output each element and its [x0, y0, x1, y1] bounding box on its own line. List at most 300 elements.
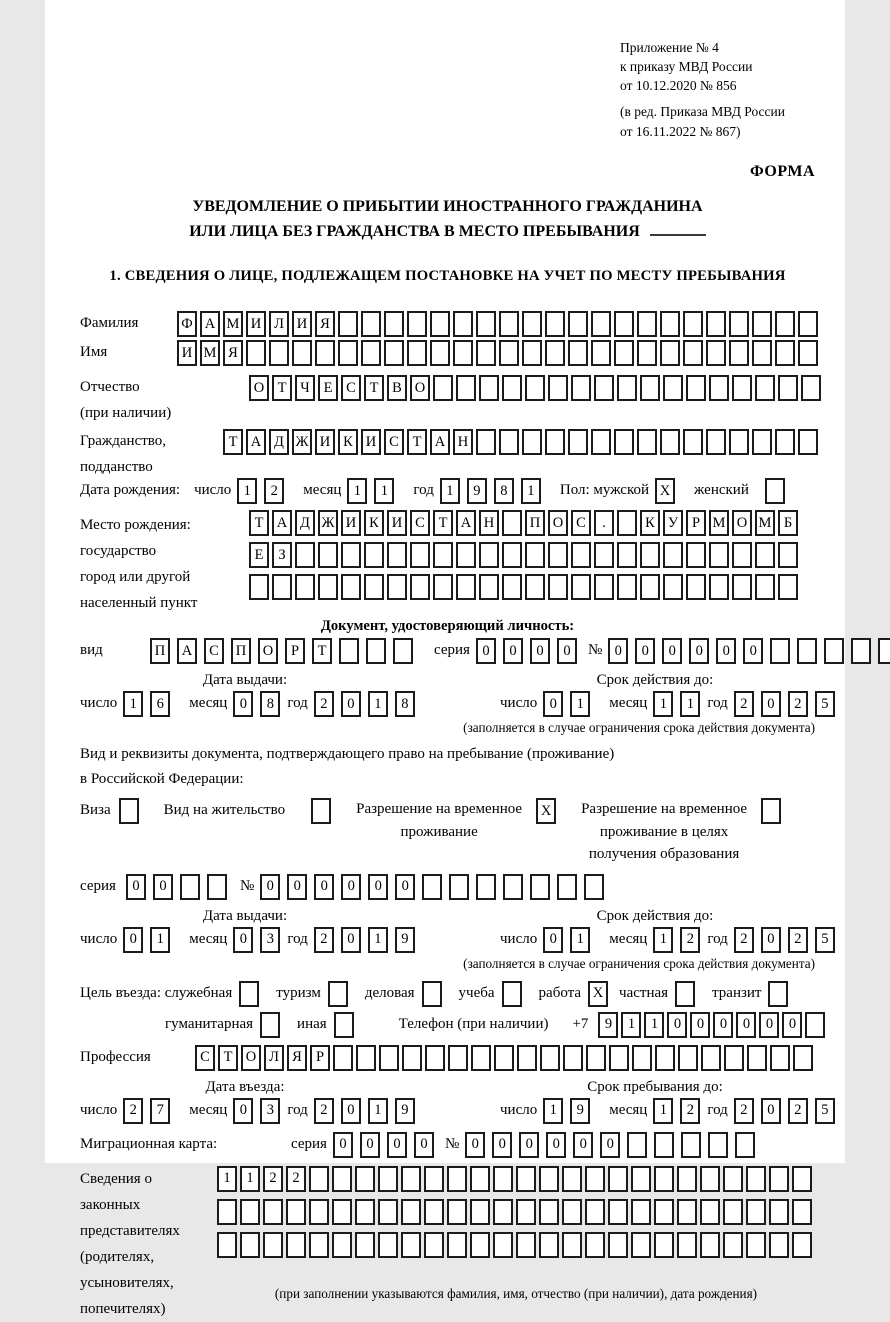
doc-number-cell[interactable]: 0 [716, 638, 736, 664]
doc-valid-year-cell[interactable]: 0 [761, 691, 781, 717]
doc-number-cell[interactable]: 0 [635, 638, 655, 664]
birthplace-cell[interactable] [709, 542, 729, 568]
birthplace-cell[interactable] [732, 542, 752, 568]
birthplace-cell[interactable] [571, 542, 591, 568]
permit-issue-year-cell[interactable]: 2 [314, 927, 334, 953]
phone-cell[interactable]: 1 [621, 1012, 641, 1038]
profession-cell[interactable]: Л [264, 1045, 284, 1071]
birthplace-cell[interactable]: И [387, 510, 407, 536]
permit-issue-year-cell[interactable]: 9 [395, 927, 415, 953]
birthplace-cell[interactable] [617, 574, 637, 600]
surname-cell[interactable] [361, 311, 381, 337]
representative-cell[interactable] [447, 1166, 467, 1192]
given-name-cell[interactable] [476, 340, 496, 366]
stay-year-cell[interactable]: 0 [761, 1098, 781, 1124]
birthplace-cell[interactable] [295, 574, 315, 600]
surname-cell[interactable] [660, 311, 680, 337]
doc-kind-cell[interactable]: П [231, 638, 251, 664]
birthplace-cell[interactable] [755, 542, 775, 568]
citizenship-cell[interactable] [683, 429, 703, 455]
permit-issue-year-cell[interactable]: 0 [341, 927, 361, 953]
representative-cell[interactable] [516, 1232, 536, 1258]
citizenship-cell[interactable]: С [384, 429, 404, 455]
birthplace-cell[interactable] [686, 542, 706, 568]
birthplace-cell[interactable] [456, 542, 476, 568]
patronymic-cell[interactable] [456, 375, 476, 401]
given-name-cell[interactable] [660, 340, 680, 366]
birthplace-cell[interactable] [548, 574, 568, 600]
representative-cell[interactable] [700, 1166, 720, 1192]
permit-series-cell[interactable] [207, 874, 227, 900]
representative-cell[interactable] [585, 1199, 605, 1225]
representative-cell[interactable] [217, 1232, 237, 1258]
surname-cell[interactable]: Ф [177, 311, 197, 337]
profession-cell[interactable] [517, 1045, 537, 1071]
surname-cell[interactable]: Я [315, 311, 335, 337]
profession-cell[interactable] [379, 1045, 399, 1071]
citizenship-cell[interactable] [614, 429, 634, 455]
birthplace-cell[interactable] [571, 574, 591, 600]
representative-cell[interactable] [539, 1166, 559, 1192]
profession-cell[interactable] [724, 1045, 744, 1071]
representative-cell[interactable] [516, 1166, 536, 1192]
mc-series-cell[interactable]: 0 [387, 1132, 407, 1158]
citizenship-cell[interactable]: Т [223, 429, 243, 455]
given-name-cell[interactable] [568, 340, 588, 366]
patronymic-cell[interactable]: О [249, 375, 269, 401]
representative-cell[interactable]: 2 [263, 1166, 283, 1192]
given-name-cell[interactable] [637, 340, 657, 366]
representative-cell[interactable] [378, 1232, 398, 1258]
representative-cell[interactable] [746, 1232, 766, 1258]
given-name-cell[interactable] [361, 340, 381, 366]
representative-cell[interactable] [424, 1166, 444, 1192]
given-name-cell[interactable] [269, 340, 289, 366]
phone-cell[interactable]: 0 [690, 1012, 710, 1038]
mc-number-cell[interactable]: 0 [573, 1132, 593, 1158]
birthplace-cell[interactable]: Ж [318, 510, 338, 536]
mc-number-cell[interactable] [708, 1132, 728, 1158]
representative-cell[interactable] [355, 1166, 375, 1192]
doc-series-cell[interactable]: 0 [557, 638, 577, 664]
representative-cell[interactable] [493, 1166, 513, 1192]
surname-cell[interactable] [338, 311, 358, 337]
doc-valid-month-cell[interactable]: 1 [680, 691, 700, 717]
surname-cell[interactable]: И [246, 311, 266, 337]
permit-number-cell[interactable] [584, 874, 604, 900]
citizenship-cell[interactable]: И [361, 429, 381, 455]
doc-number-cell[interactable]: 0 [689, 638, 709, 664]
profession-cell[interactable] [356, 1045, 376, 1071]
citizenship-cell[interactable] [660, 429, 680, 455]
profession-cell[interactable] [402, 1045, 422, 1071]
given-name-cell[interactable] [430, 340, 450, 366]
birthplace-cell[interactable] [318, 542, 338, 568]
doc-issue-day-cell[interactable]: 6 [150, 691, 170, 717]
representative-cell[interactable] [263, 1199, 283, 1225]
profession-cell[interactable] [448, 1045, 468, 1071]
checkbox-temp-residence[interactable]: X [536, 798, 556, 824]
profession-cell[interactable] [333, 1045, 353, 1071]
representative-cell[interactable] [562, 1199, 582, 1225]
representative-cell[interactable] [608, 1232, 628, 1258]
doc-kind-cell[interactable]: П [150, 638, 170, 664]
representative-cell[interactable] [424, 1232, 444, 1258]
doc-series-cell[interactable]: 0 [503, 638, 523, 664]
surname-cell[interactable] [453, 311, 473, 337]
representative-cell[interactable] [700, 1199, 720, 1225]
patronymic-cell[interactable] [479, 375, 499, 401]
entry-year-cell[interactable]: 1 [368, 1098, 388, 1124]
doc-kind-cell[interactable] [339, 638, 359, 664]
representative-cell[interactable] [769, 1166, 789, 1192]
representative-cell[interactable]: 1 [217, 1166, 237, 1192]
birthplace-cell[interactable] [778, 574, 798, 600]
profession-cell[interactable] [471, 1045, 491, 1071]
given-name-cell[interactable] [407, 340, 427, 366]
surname-cell[interactable]: Л [269, 311, 289, 337]
citizenship-cell[interactable] [775, 429, 795, 455]
given-name-cell[interactable] [453, 340, 473, 366]
checkbox-transit[interactable] [768, 981, 788, 1007]
permit-number-cell[interactable] [503, 874, 523, 900]
surname-cell[interactable] [430, 311, 450, 337]
checkbox-private[interactable] [675, 981, 695, 1007]
doc-issue-year-cell[interactable]: 8 [395, 691, 415, 717]
patronymic-cell[interactable]: Т [364, 375, 384, 401]
citizenship-cell[interactable] [752, 429, 772, 455]
entry-year-cell[interactable]: 9 [395, 1098, 415, 1124]
entry-day-cell[interactable]: 7 [150, 1098, 170, 1124]
surname-cell[interactable]: А [200, 311, 220, 337]
patronymic-cell[interactable] [640, 375, 660, 401]
birth-year-cell[interactable]: 8 [494, 478, 514, 504]
patronymic-cell[interactable] [594, 375, 614, 401]
representative-cell[interactable] [654, 1166, 674, 1192]
permit-valid-month-cell[interactable]: 1 [653, 927, 673, 953]
representative-cell[interactable] [677, 1232, 697, 1258]
permit-number-cell[interactable] [476, 874, 496, 900]
phone-cell[interactable]: 0 [713, 1012, 733, 1038]
birthplace-cell[interactable] [617, 510, 637, 536]
citizenship-cell[interactable] [729, 429, 749, 455]
patronymic-cell[interactable]: Ч [295, 375, 315, 401]
given-name-cell[interactable] [798, 340, 818, 366]
surname-cell[interactable] [476, 311, 496, 337]
birthplace-cell[interactable] [272, 574, 292, 600]
patronymic-cell[interactable] [755, 375, 775, 401]
representative-cell[interactable] [746, 1199, 766, 1225]
stay-year-cell[interactable]: 2 [788, 1098, 808, 1124]
permit-series-cell[interactable]: 0 [126, 874, 146, 900]
mc-number-cell[interactable]: 0 [600, 1132, 620, 1158]
representative-cell[interactable] [493, 1232, 513, 1258]
patronymic-cell[interactable]: В [387, 375, 407, 401]
representative-cell[interactable] [355, 1232, 375, 1258]
representative-cell[interactable] [309, 1166, 329, 1192]
given-name-cell[interactable]: И [177, 340, 197, 366]
surname-cell[interactable] [522, 311, 542, 337]
given-name-cell[interactable] [591, 340, 611, 366]
checkbox-residence-permit[interactable] [311, 798, 331, 824]
given-name-cell[interactable] [315, 340, 335, 366]
patronymic-cell[interactable] [433, 375, 453, 401]
representative-cell[interactable] [654, 1232, 674, 1258]
citizenship-cell[interactable]: А [430, 429, 450, 455]
citizenship-cell[interactable] [522, 429, 542, 455]
permit-valid-year-cell[interactable]: 5 [815, 927, 835, 953]
representative-cell[interactable] [470, 1166, 490, 1192]
representative-cell[interactable] [447, 1232, 467, 1258]
patronymic-cell[interactable] [732, 375, 752, 401]
profession-cell[interactable]: Я [287, 1045, 307, 1071]
citizenship-cell[interactable] [798, 429, 818, 455]
permit-number-cell[interactable]: 0 [341, 874, 361, 900]
doc-valid-day-cell[interactable]: 0 [543, 691, 563, 717]
birthplace-cell[interactable] [686, 574, 706, 600]
profession-cell[interactable] [609, 1045, 629, 1071]
citizenship-cell[interactable] [476, 429, 496, 455]
patronymic-cell[interactable] [525, 375, 545, 401]
representative-cell[interactable] [792, 1166, 812, 1192]
birthplace-cell[interactable]: У [663, 510, 683, 536]
representative-cell[interactable] [769, 1232, 789, 1258]
citizenship-cell[interactable] [706, 429, 726, 455]
birthplace-cell[interactable] [663, 542, 683, 568]
birthplace-cell[interactable] [663, 574, 683, 600]
mc-series-cell[interactable]: 0 [333, 1132, 353, 1158]
birthplace-cell[interactable]: М [755, 510, 775, 536]
doc-valid-year-cell[interactable]: 5 [815, 691, 835, 717]
patronymic-cell[interactable] [686, 375, 706, 401]
birthplace-cell[interactable] [502, 574, 522, 600]
doc-number-cell[interactable]: 0 [743, 638, 763, 664]
given-name-cell[interactable]: М [200, 340, 220, 366]
given-name-cell[interactable] [522, 340, 542, 366]
birthplace-cell[interactable]: . [594, 510, 614, 536]
given-name-cell[interactable] [614, 340, 634, 366]
birthplace-cell[interactable]: Р [686, 510, 706, 536]
permit-number-cell[interactable]: 0 [368, 874, 388, 900]
birthplace-cell[interactable]: О [732, 510, 752, 536]
mc-series-cell[interactable]: 0 [414, 1132, 434, 1158]
phone-cell[interactable]: 0 [736, 1012, 756, 1038]
representative-cell[interactable] [286, 1199, 306, 1225]
representative-cell[interactable] [378, 1166, 398, 1192]
birthplace-cell[interactable] [479, 574, 499, 600]
birthplace-cell[interactable]: Н [479, 510, 499, 536]
patronymic-cell[interactable] [571, 375, 591, 401]
birthplace-cell[interactable]: О [548, 510, 568, 536]
representative-cell[interactable] [746, 1166, 766, 1192]
birthplace-cell[interactable] [548, 542, 568, 568]
birthplace-cell[interactable]: Т [433, 510, 453, 536]
profession-cell[interactable] [655, 1045, 675, 1071]
given-name-cell[interactable] [292, 340, 312, 366]
birthplace-cell[interactable]: И [341, 510, 361, 536]
birthplace-cell[interactable] [732, 574, 752, 600]
birthplace-cell[interactable]: П [525, 510, 545, 536]
representative-cell[interactable] [493, 1199, 513, 1225]
representative-cell[interactable] [332, 1232, 352, 1258]
patronymic-cell[interactable]: С [341, 375, 361, 401]
citizenship-cell[interactable] [568, 429, 588, 455]
checkbox-work[interactable]: X [588, 981, 608, 1007]
citizenship-cell[interactable]: Ж [292, 429, 312, 455]
checkbox-tourism[interactable] [328, 981, 348, 1007]
doc-series-cell[interactable]: 0 [530, 638, 550, 664]
representative-cell[interactable] [378, 1199, 398, 1225]
permit-number-cell[interactable] [422, 874, 442, 900]
doc-kind-cell[interactable]: О [258, 638, 278, 664]
surname-cell[interactable] [752, 311, 772, 337]
patronymic-cell[interactable] [801, 375, 821, 401]
permit-issue-day-cell[interactable]: 1 [150, 927, 170, 953]
permit-valid-day-cell[interactable]: 1 [570, 927, 590, 953]
representative-cell[interactable] [700, 1232, 720, 1258]
surname-cell[interactable] [683, 311, 703, 337]
surname-cell[interactable] [384, 311, 404, 337]
permit-number-cell[interactable] [530, 874, 550, 900]
birthplace-cell[interactable] [433, 574, 453, 600]
representative-cell[interactable] [585, 1166, 605, 1192]
representative-cell[interactable] [654, 1199, 674, 1225]
representative-cell[interactable] [286, 1232, 306, 1258]
checkbox-male[interactable]: X [655, 478, 675, 504]
representative-cell[interactable] [424, 1199, 444, 1225]
profession-cell[interactable]: С [195, 1045, 215, 1071]
birthplace-cell[interactable] [341, 542, 361, 568]
given-name-cell[interactable] [775, 340, 795, 366]
given-name-cell[interactable] [706, 340, 726, 366]
birthplace-cell[interactable]: Т [249, 510, 269, 536]
representative-cell[interactable] [401, 1166, 421, 1192]
birthplace-cell[interactable] [594, 574, 614, 600]
profession-cell[interactable] [632, 1045, 652, 1071]
representative-cell[interactable] [723, 1166, 743, 1192]
representative-cell[interactable] [539, 1199, 559, 1225]
birthplace-cell[interactable] [502, 542, 522, 568]
surname-cell[interactable]: И [292, 311, 312, 337]
patronymic-cell[interactable] [502, 375, 522, 401]
birthplace-cell[interactable]: К [640, 510, 660, 536]
birthplace-cell[interactable] [640, 574, 660, 600]
stay-month-cell[interactable]: 2 [680, 1098, 700, 1124]
doc-series-cell[interactable]: 0 [476, 638, 496, 664]
profession-cell[interactable]: Т [218, 1045, 238, 1071]
surname-cell[interactable] [798, 311, 818, 337]
doc-issue-year-cell[interactable]: 2 [314, 691, 334, 717]
representative-cell[interactable] [470, 1199, 490, 1225]
profession-cell[interactable] [678, 1045, 698, 1071]
birthplace-cell[interactable]: С [571, 510, 591, 536]
permit-issue-month-cell[interactable]: 3 [260, 927, 280, 953]
birthplace-cell[interactable] [525, 542, 545, 568]
phone-cell[interactable]: 0 [782, 1012, 802, 1038]
permit-number-cell[interactable] [557, 874, 577, 900]
doc-valid-day-cell[interactable]: 1 [570, 691, 590, 717]
birth-year-cell[interactable]: 9 [467, 478, 487, 504]
patronymic-cell[interactable] [709, 375, 729, 401]
stay-day-cell[interactable]: 9 [570, 1098, 590, 1124]
representative-cell[interactable] [723, 1199, 743, 1225]
representative-cell[interactable] [677, 1166, 697, 1192]
permit-number-cell[interactable] [449, 874, 469, 900]
checkbox-humanitarian[interactable] [260, 1012, 280, 1038]
birthplace-cell[interactable] [755, 574, 775, 600]
surname-cell[interactable] [729, 311, 749, 337]
birthplace-cell[interactable] [410, 542, 430, 568]
phone-cell[interactable]: 9 [598, 1012, 618, 1038]
doc-issue-month-cell[interactable]: 0 [233, 691, 253, 717]
mc-number-cell[interactable]: 0 [492, 1132, 512, 1158]
permit-number-cell[interactable]: 0 [260, 874, 280, 900]
birthplace-cell[interactable] [640, 542, 660, 568]
permit-valid-month-cell[interactable]: 2 [680, 927, 700, 953]
doc-issue-day-cell[interactable]: 1 [123, 691, 143, 717]
representative-cell[interactable] [516, 1199, 536, 1225]
citizenship-cell[interactable]: Т [407, 429, 427, 455]
birthplace-cell[interactable]: Б [778, 510, 798, 536]
checkbox-temp-residence-edu[interactable] [761, 798, 781, 824]
permit-number-cell[interactable]: 0 [395, 874, 415, 900]
doc-issue-month-cell[interactable]: 8 [260, 691, 280, 717]
phone-cell[interactable]: 0 [759, 1012, 779, 1038]
birthplace-cell[interactable]: Д [295, 510, 315, 536]
mc-number-cell[interactable] [654, 1132, 674, 1158]
patronymic-cell[interactable]: Т [272, 375, 292, 401]
representative-cell[interactable] [332, 1199, 352, 1225]
surname-cell[interactable] [568, 311, 588, 337]
profession-cell[interactable]: Р [310, 1045, 330, 1071]
representative-cell[interactable] [608, 1166, 628, 1192]
profession-cell[interactable] [586, 1045, 606, 1071]
representative-cell[interactable] [631, 1232, 651, 1258]
birthplace-cell[interactable] [502, 510, 522, 536]
doc-kind-cell[interactable]: Т [312, 638, 332, 664]
birthplace-cell[interactable] [479, 542, 499, 568]
given-name-cell[interactable]: Я [223, 340, 243, 366]
representative-cell[interactable] [217, 1199, 237, 1225]
birthplace-cell[interactable] [364, 574, 384, 600]
citizenship-cell[interactable] [637, 429, 657, 455]
birthplace-cell[interactable] [433, 542, 453, 568]
doc-number-cell[interactable] [797, 638, 817, 664]
birthplace-cell[interactable] [318, 574, 338, 600]
patronymic-cell[interactable] [548, 375, 568, 401]
birthplace-cell[interactable]: С [410, 510, 430, 536]
doc-issue-year-cell[interactable]: 1 [368, 691, 388, 717]
birth-year-cell[interactable]: 1 [440, 478, 460, 504]
mc-number-cell[interactable] [627, 1132, 647, 1158]
representative-cell[interactable] [539, 1232, 559, 1258]
surname-cell[interactable] [407, 311, 427, 337]
doc-number-cell[interactable] [851, 638, 871, 664]
stay-day-cell[interactable]: 1 [543, 1098, 563, 1124]
permit-issue-month-cell[interactable]: 0 [233, 927, 253, 953]
checkbox-official[interactable] [239, 981, 259, 1007]
surname-cell[interactable] [637, 311, 657, 337]
citizenship-cell[interactable]: Н [453, 429, 473, 455]
birthplace-cell[interactable]: К [364, 510, 384, 536]
citizenship-cell[interactable]: К [338, 429, 358, 455]
profession-cell[interactable] [701, 1045, 721, 1071]
given-name-cell[interactable] [384, 340, 404, 366]
profession-cell[interactable] [793, 1045, 813, 1071]
profession-cell[interactable]: О [241, 1045, 261, 1071]
representative-cell[interactable]: 2 [286, 1166, 306, 1192]
birthplace-cell[interactable] [617, 542, 637, 568]
